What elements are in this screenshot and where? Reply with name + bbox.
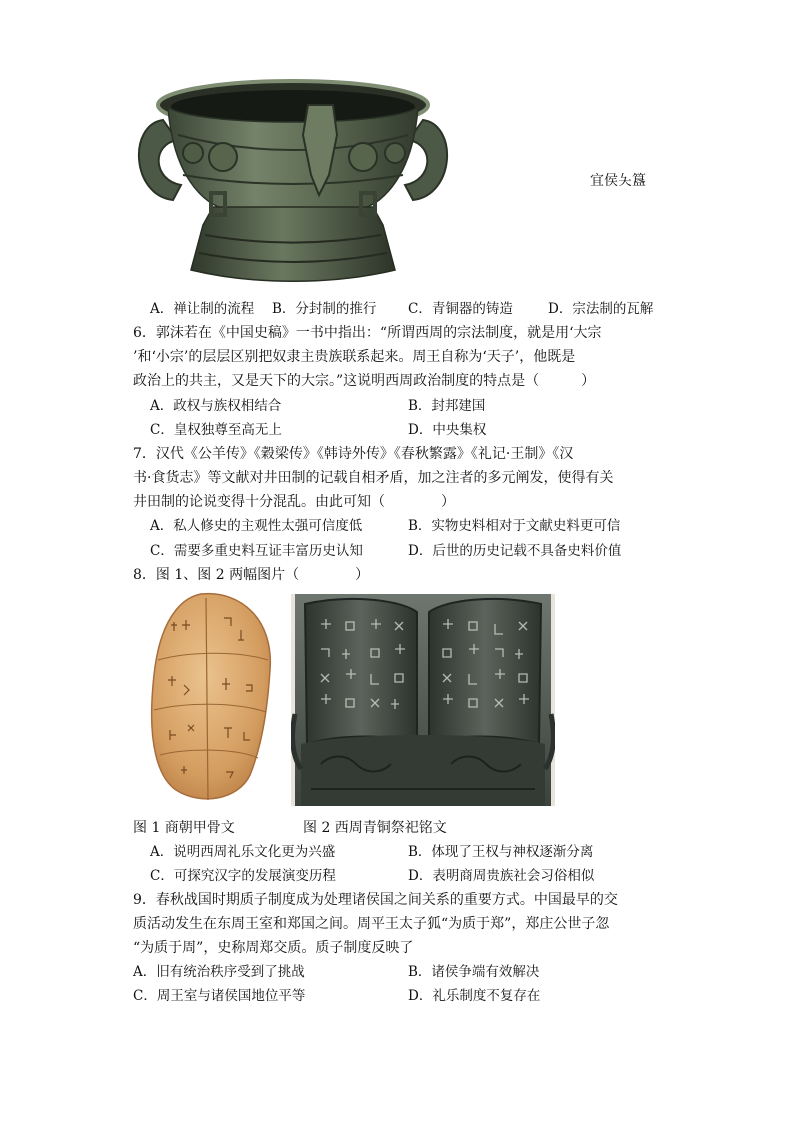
- q7-option-a: A．私人修史的主观性太强可信度低: [150, 518, 363, 534]
- q6-stem-line-2: ’和‘小宗’的层层区别把奴隶主贵族联系起来。周王自称为‘天子’，他既是: [133, 349, 576, 365]
- q9-option-a: A．旧有统治秩序受到了挑战: [133, 964, 305, 980]
- q6-stem-line-1: 6．郭沫若在《中国史稿》一书中指出：“所谓西周的宗法制度，就是用‘大宗: [133, 325, 602, 341]
- q8-figure-1-caption: 图 1 商朝甲骨文: [133, 820, 235, 836]
- q6-stem-line-3: 政治上的共主，又是天下的大宗。”这说明西周政治制度的特点是（ ）: [133, 373, 596, 389]
- q7-option-d: D．后世的历史记载不具备史料价值: [408, 543, 622, 559]
- q6-option-a: A．政权与族权相结合: [150, 398, 282, 414]
- q5-option-d: D．宗法制的瓦解: [548, 301, 654, 317]
- q7-option-c: C．需要多重史料互证丰富历史认知: [150, 543, 363, 559]
- oracle-bone-image: [146, 590, 278, 808]
- q9-stem-line-2: 质活动发生在东周王室和郑国之间。周平王太子狐“为质于郑”，郑庄公世子忽: [133, 916, 610, 932]
- bronze-gui-image: [133, 75, 453, 287]
- q7-option-b: B．实物史料相对于文献史料更可信: [408, 518, 621, 534]
- q6-option-d: D．中央集权: [408, 422, 487, 438]
- q8-option-c: C．可探究汉字的发展演变历程: [150, 868, 336, 884]
- q9-option-b: B．诸侯争端有效解决: [408, 964, 540, 980]
- q6-option-b: B．封邦建国: [408, 398, 486, 414]
- q7-stem-line-2: 书·食货志》等文献对井田制的记载自相矛盾，加之注者的多元阐发，使得有关: [133, 470, 614, 486]
- q7-stem-line-1: 7．汉代《公羊传》《穀梁传》《韩诗外传》《春秋繁露》《礼记·王制》《汉: [133, 446, 574, 462]
- q8-stem-line-1: 8．图 1、图 2 两幅图片（ ）: [133, 567, 370, 583]
- q8-figure-2-caption: 图 2 西周青铜祭祀铭文: [303, 820, 447, 836]
- q7-stem-line-3: 井田制的论说变得十分混乱。由此可知（ ）: [133, 494, 455, 510]
- q9-option-d: D．礼乐制度不复存在: [408, 988, 541, 1004]
- figure-caption-gui: 宜侯夨簋: [590, 173, 646, 189]
- bronze-inscription-image: [291, 594, 555, 806]
- q8-option-b: B．体现了王权与神权逐渐分离: [408, 844, 594, 860]
- q9-stem-line-1: 9．春秋战国时期质子制度成为处理诸侯国之间关系的重要方式。中国最早的交: [133, 892, 618, 908]
- q9-option-c: C．周王室与诸侯国地位平等: [133, 988, 306, 1004]
- q5-option-b: B．分封制的推行: [272, 301, 377, 317]
- q5-option-c: C．青铜器的铸造: [408, 301, 513, 317]
- q8-option-a: A．说明西周礼乐文化更为兴盛: [150, 844, 336, 860]
- q6-option-c: C．皇权独尊至高无上: [150, 422, 282, 438]
- q8-option-d: D．表明商周贵族社会习俗相似: [408, 868, 595, 884]
- q5-option-a: A．禅让制的流程: [150, 301, 255, 317]
- q9-stem-line-3: “为质于周”，史称周郑交质。质子制度反映了: [133, 940, 414, 956]
